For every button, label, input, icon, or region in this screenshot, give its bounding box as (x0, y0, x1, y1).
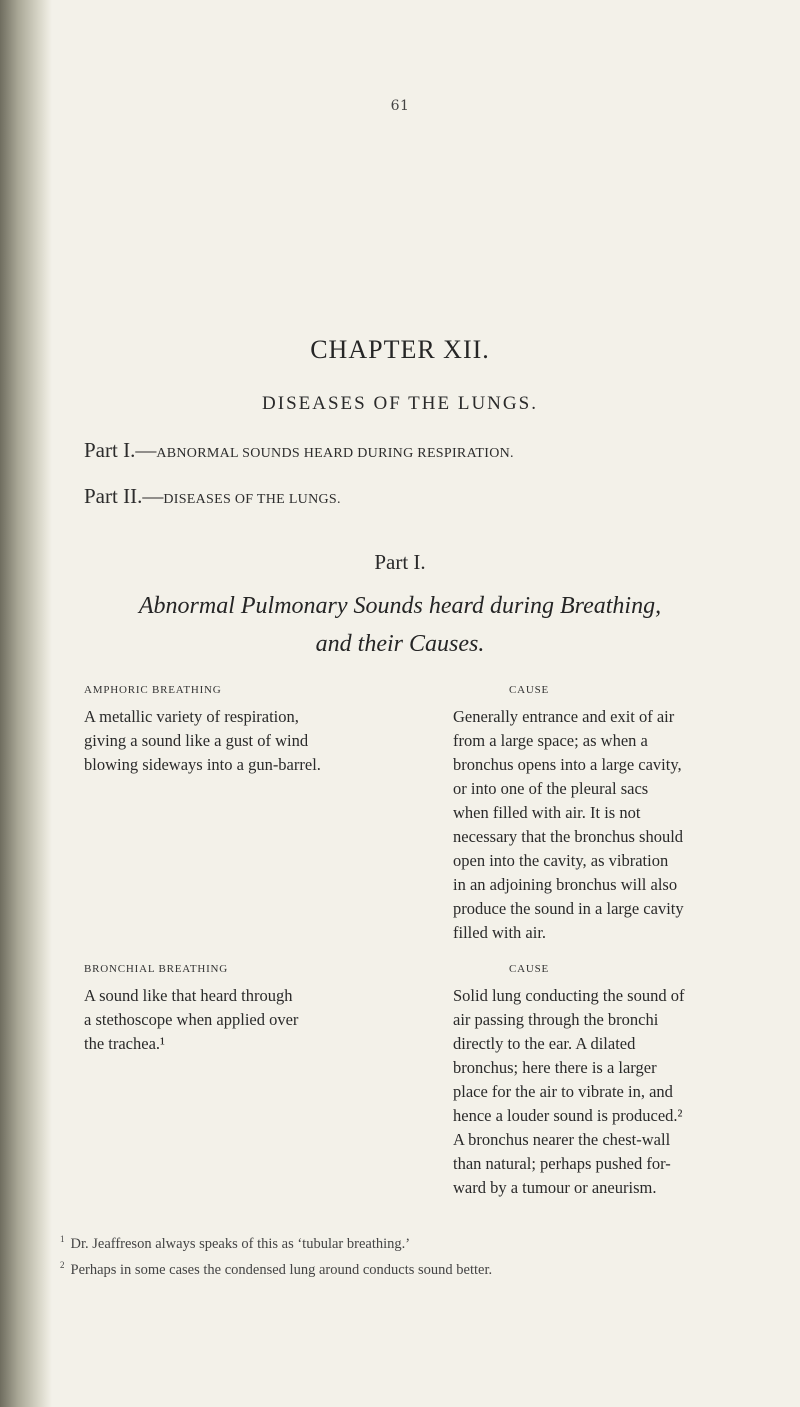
cause-label: CAUSE (508, 684, 550, 696)
text-line: hence a louder sound is produced.² (453, 1106, 683, 1125)
text-line: bronchus opens into a large cavity, (453, 755, 682, 774)
cause-label: CAUSE (508, 963, 550, 975)
text-line: A metallic variety of respiration, (84, 707, 299, 726)
text-line: the trachea.¹ (84, 1034, 165, 1053)
entry-description (84, 705, 321, 777)
text-line: giving a sound like a gust of wind (84, 731, 309, 750)
chapter-subtitle: DISEASES OF THE LUNGS. (262, 393, 538, 414)
contents-part-text: ABNORMAL SOUNDS HEARD DURING RESPIRATION. (156, 446, 514, 461)
page-gutter-shadow (0, 0, 52, 1407)
text-line: blowing sideways into a gun-barrel. (84, 755, 321, 774)
footnote-mark: 1 (60, 1234, 65, 1244)
text-line: Generally entrance and exit of air (453, 707, 675, 726)
entry-cause (453, 984, 684, 1200)
section-heading: Part I. (374, 550, 426, 574)
entry-name: BRONCHIAL BREATHING (84, 963, 229, 975)
text-line: from a large space; as when a (453, 731, 648, 750)
text-line: when filled with air. It is not (453, 803, 641, 822)
entry-description (84, 984, 298, 1056)
section-title-line-1: Abnormal Pulmonary Sounds heard during Breathing, (138, 593, 662, 619)
footnote-mark: 2 (60, 1260, 65, 1270)
section-title-line-2: and their Causes. (315, 631, 485, 657)
text-line: necessary that the bronchus should (453, 827, 684, 846)
chapter-title: CHAPTER XII. (310, 335, 490, 364)
text-line: produce the sound in a large cavity (453, 899, 684, 918)
text-line: open into the cavity, as vibration (453, 851, 669, 870)
text-line: filled with air. (453, 923, 547, 942)
text-line: ward by a tumour or aneurism. (453, 1178, 657, 1197)
entry-name: AMPHORIC BREATHING (84, 684, 222, 696)
footnote-2 (60, 1260, 492, 1279)
text-line: Solid lung conducting the sound of (453, 986, 685, 1005)
page-number: 61 (390, 98, 410, 114)
text-line: directly to the ear. A dilated (453, 1034, 636, 1053)
contents-part-1 (84, 438, 514, 463)
contents-part-label: Part I. (84, 438, 136, 462)
text-line: air passing through the bronchi (453, 1010, 659, 1029)
contents-part-label: Part II. (84, 484, 143, 508)
footnote-text: Dr. Jeaffreson always speaks of this as ‘tubular breathing.’ (70, 1235, 411, 1252)
text-line: than natural; perhaps pushed for- (453, 1154, 671, 1173)
footnote-1 (60, 1234, 410, 1253)
text-line: a stethoscope when applied over (84, 1010, 299, 1029)
footnote-text: Perhaps in some cases the condensed lung around conducts sound better. (70, 1261, 493, 1278)
text-line: in an adjoining bronchus will also (453, 875, 678, 894)
contents-dash: — (135, 438, 157, 462)
contents-part-text: DISEASES OF THE LUNGS. (163, 492, 341, 507)
text-line: A bronchus nearer the chest-wall (453, 1130, 671, 1149)
text-line: place for the air to vibrate in, and (453, 1082, 673, 1101)
text-line: or into one of the pleural sacs (453, 779, 649, 798)
text-line: A sound like that heard through (84, 986, 293, 1005)
contents-part-2 (84, 484, 341, 509)
contents-dash: — (142, 484, 164, 508)
text-line: bronchus; here there is a larger (453, 1058, 657, 1077)
entry-cause (453, 705, 684, 945)
